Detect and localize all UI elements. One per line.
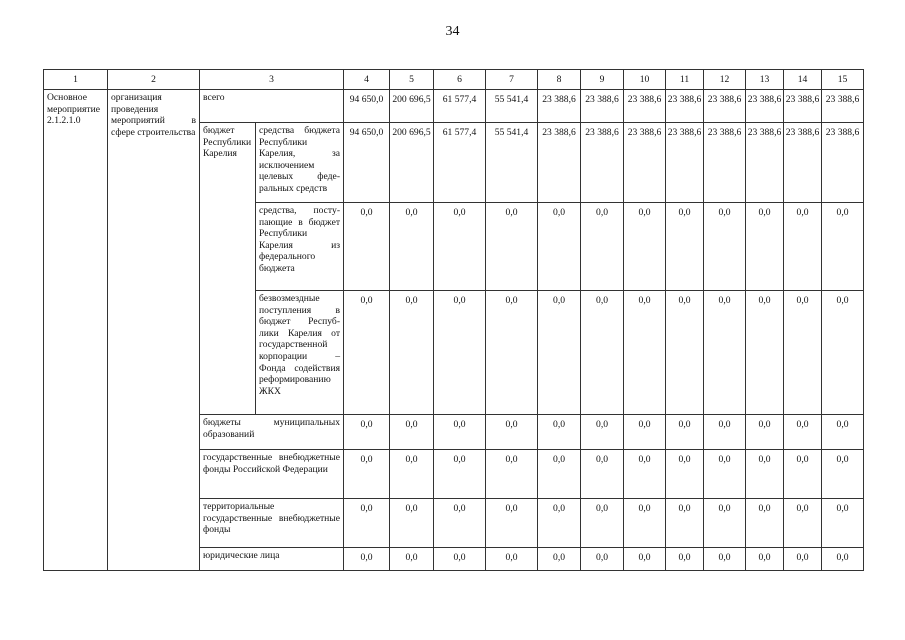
table-cell: 61 577,4 (434, 123, 486, 203)
table-cell: 0,0 (434, 499, 486, 548)
col-header: 13 (746, 70, 784, 90)
col-header: 2 (108, 70, 200, 90)
table-cell: 0,0 (344, 548, 390, 571)
row-label: территориальные государственные внебюджетные фонды (200, 499, 344, 548)
table-cell: 0,0 (581, 499, 624, 548)
col-header: 1 (44, 70, 108, 90)
table-cell: 0,0 (704, 203, 746, 291)
table-cell: 94 650,0 (344, 90, 390, 123)
table-cell: 0,0 (581, 203, 624, 291)
table-cell: 0,0 (581, 450, 624, 499)
table-cell: 0,0 (704, 450, 746, 499)
table-cell: 0,0 (822, 548, 864, 571)
table-cell: 0,0 (486, 450, 538, 499)
budget-table (43, 69, 864, 571)
event-name: Основное мероприятие 2.1.2.1.0 (44, 90, 108, 571)
col-header: 3 (200, 70, 344, 90)
table-cell: 0,0 (704, 548, 746, 571)
table-cell: 0,0 (784, 291, 822, 415)
row-label: государственные внебюджетные фонды Российской Федерации (200, 450, 344, 499)
table-cell: 0,0 (538, 291, 581, 415)
table-cell: 0,0 (390, 415, 434, 450)
table-cell: 0,0 (746, 291, 784, 415)
table-cell: 0,0 (486, 548, 538, 571)
row-total (44, 90, 864, 123)
row-label: безвозмездные поступления в бюджет Республики Карелия от государственной корпорации – Фонда содействия реформированию ЖКХ (256, 291, 344, 415)
table-cell: 0,0 (538, 548, 581, 571)
table-cell: 0,0 (784, 415, 822, 450)
table-cell: 0,0 (486, 203, 538, 291)
table-cell: 0,0 (624, 450, 666, 499)
table-cell: 0,0 (704, 415, 746, 450)
table-cell: 23 388,6 (746, 123, 784, 203)
row-label: всего (200, 90, 344, 123)
table-cell: 0,0 (784, 499, 822, 548)
table-cell: 23 388,6 (581, 123, 624, 203)
table-cell: 61 577,4 (434, 90, 486, 123)
col-header: 15 (822, 70, 864, 90)
table-cell: 0,0 (624, 499, 666, 548)
table-cell: 0,0 (666, 450, 704, 499)
col-header: 14 (784, 70, 822, 90)
table-cell: 0,0 (624, 203, 666, 291)
table-cell: 23 388,6 (538, 123, 581, 203)
table-cell: 0,0 (344, 203, 390, 291)
col-header: 6 (434, 70, 486, 90)
table-cell: 23 388,6 (581, 90, 624, 123)
row-label: юридические лица (200, 548, 344, 571)
table-cell: 0,0 (746, 203, 784, 291)
table-cell: 94 650,0 (344, 123, 390, 203)
header-row (44, 70, 864, 90)
table-cell: 0,0 (538, 415, 581, 450)
col-header: 9 (581, 70, 624, 90)
table-cell: 0,0 (822, 499, 864, 548)
table-cell: 0,0 (746, 450, 784, 499)
table-cell: 0,0 (666, 203, 704, 291)
table-cell: 23 388,6 (538, 90, 581, 123)
col-header: 4 (344, 70, 390, 90)
table-cell: 23 388,6 (822, 90, 864, 123)
table-cell: 0,0 (344, 415, 390, 450)
table-cell: 0,0 (822, 450, 864, 499)
table-cell: 23 388,6 (746, 90, 784, 123)
table-cell: 200 696,5 (390, 123, 434, 203)
table-cell: 0,0 (581, 548, 624, 571)
table-cell: 55 541,4 (486, 90, 538, 123)
table-cell: 23 388,6 (624, 123, 666, 203)
col-header: 11 (666, 70, 704, 90)
table-cell: 55 541,4 (486, 123, 538, 203)
table-cell: 0,0 (538, 203, 581, 291)
table-cell: 0,0 (704, 291, 746, 415)
table-cell: 0,0 (434, 291, 486, 415)
row-label: средства бюджета Республики Карелия, за исключением целевых федеральных средств (256, 123, 344, 203)
table-cell: 0,0 (746, 548, 784, 571)
table-cell: 0,0 (624, 415, 666, 450)
table-cell: 0,0 (390, 450, 434, 499)
budget-group-label: бюджет Республики Карелия (200, 123, 256, 415)
table-cell: 0,0 (390, 203, 434, 291)
table-cell: 23 388,6 (624, 90, 666, 123)
table-cell: 0,0 (822, 203, 864, 291)
table-cell: 0,0 (390, 499, 434, 548)
row-label: средства, поступающие в бюджет Республики Карелия из федерального бюджета (256, 203, 344, 291)
table-cell: 23 388,6 (704, 123, 746, 203)
table-cell: 0,0 (434, 203, 486, 291)
table-cell: 0,0 (624, 548, 666, 571)
row-label: бюджеты муниципальных образований (200, 415, 344, 450)
table-cell: 0,0 (390, 548, 434, 571)
table-cell: 0,0 (581, 291, 624, 415)
table-cell: 0,0 (746, 499, 784, 548)
col-header: 12 (704, 70, 746, 90)
col-header: 7 (486, 70, 538, 90)
table-cell: 0,0 (390, 291, 434, 415)
table-cell: 0,0 (746, 415, 784, 450)
table-cell: 0,0 (784, 450, 822, 499)
table-cell: 0,0 (434, 548, 486, 571)
table-cell: 0,0 (486, 291, 538, 415)
table-cell: 0,0 (666, 291, 704, 415)
table-cell: 23 388,6 (784, 90, 822, 123)
col-header: 8 (538, 70, 581, 90)
table-cell: 0,0 (486, 499, 538, 548)
table-cell: 23 388,6 (784, 123, 822, 203)
table-cell: 0,0 (434, 415, 486, 450)
table-cell: 23 388,6 (704, 90, 746, 123)
table-cell: 0,0 (344, 499, 390, 548)
table-cell: 0,0 (581, 415, 624, 450)
table-cell: 0,0 (538, 499, 581, 548)
table-cell: 23 388,6 (666, 90, 704, 123)
table-cell: 0,0 (704, 499, 746, 548)
table-cell: 0,0 (822, 291, 864, 415)
event-description: организация проведения мероприятий в сфере строительства (108, 90, 200, 571)
table-cell: 0,0 (434, 450, 486, 499)
table-cell: 0,0 (344, 450, 390, 499)
col-header: 10 (624, 70, 666, 90)
table-cell: 23 388,6 (666, 123, 704, 203)
table-cell: 0,0 (822, 415, 864, 450)
table-cell: 200 696,5 (390, 90, 434, 123)
table-cell: 23 388,6 (822, 123, 864, 203)
table-cell: 0,0 (624, 291, 666, 415)
table-cell: 0,0 (784, 203, 822, 291)
col-header: 5 (390, 70, 434, 90)
table-cell: 0,0 (344, 291, 390, 415)
table-cell: 0,0 (666, 499, 704, 548)
table-cell: 0,0 (784, 548, 822, 571)
table-cell: 0,0 (486, 415, 538, 450)
table-cell: 0,0 (666, 415, 704, 450)
table-cell: 0,0 (538, 450, 581, 499)
page-number: 34 (445, 24, 460, 39)
table-cell: 0,0 (666, 548, 704, 571)
